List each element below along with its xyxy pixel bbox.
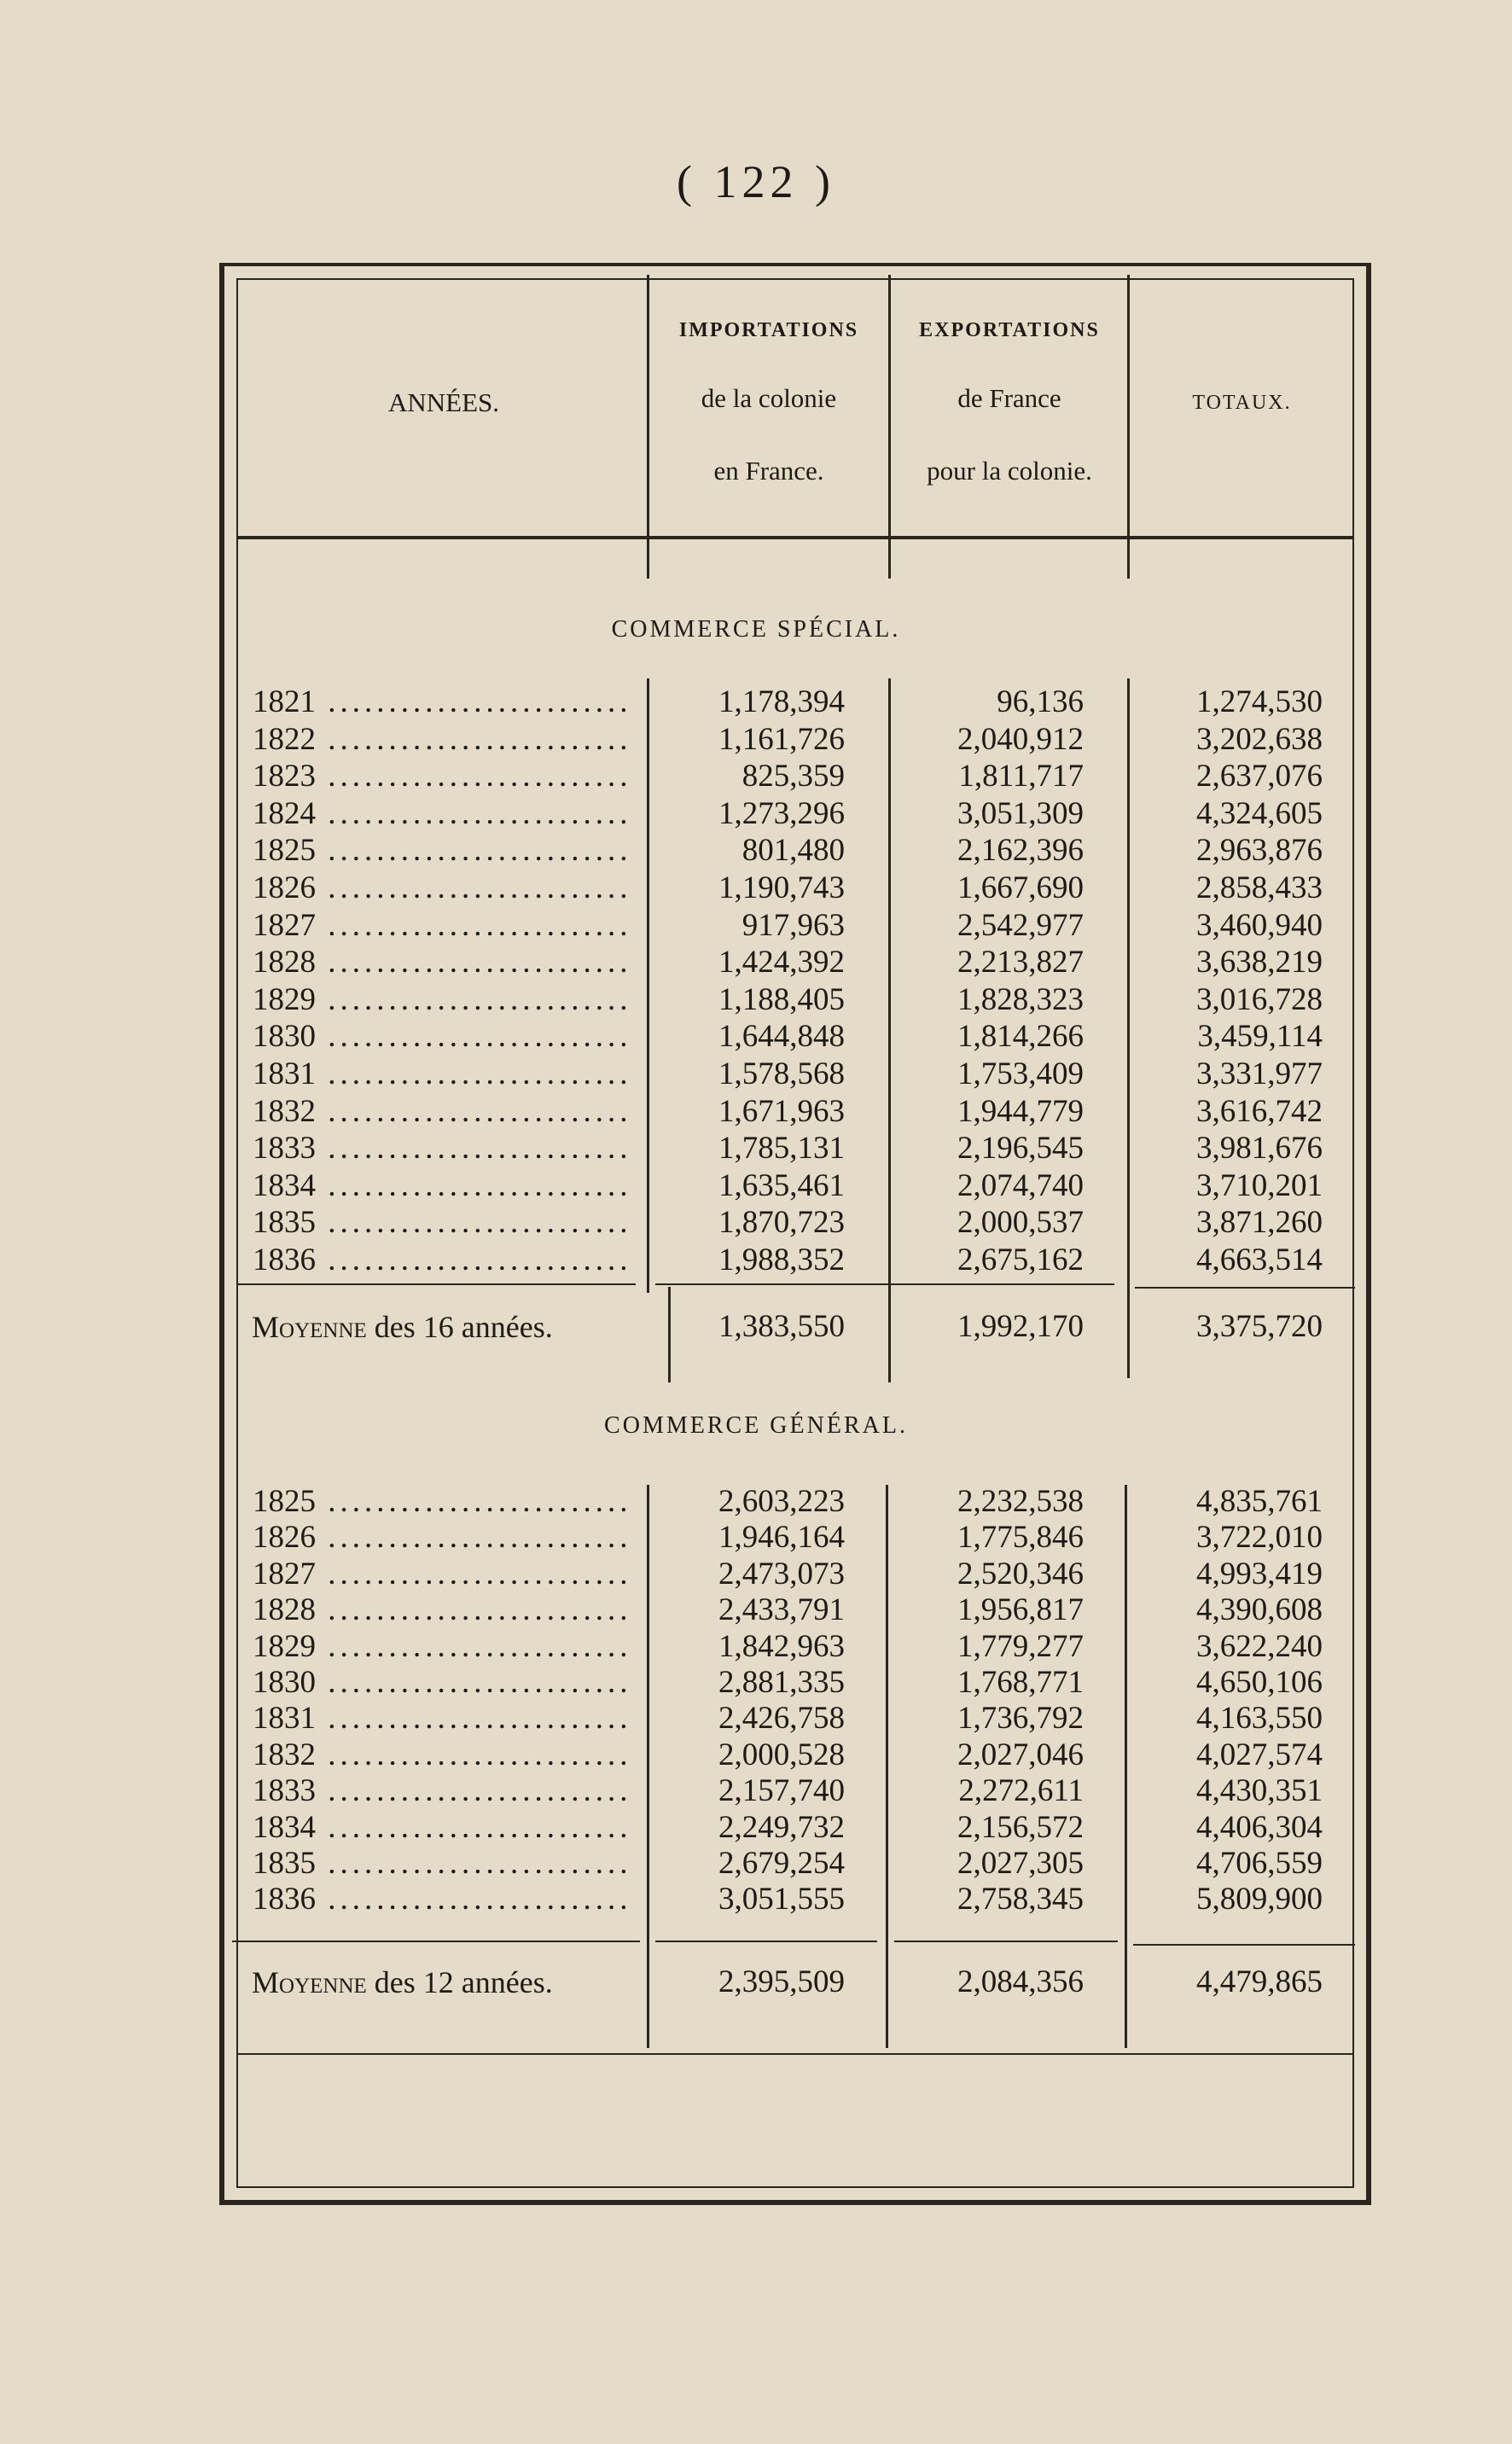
imports-cell: 1,578,568	[718, 1056, 845, 1091]
year-cell: 1834 .....	[253, 1811, 628, 1845]
header-rule	[236, 536, 1354, 539]
exports-cell: 1,814,266	[957, 1019, 1084, 1055]
exports-cell: 2,758,345	[957, 1882, 1084, 1917]
table-row	[0, 797, 1512, 831]
imports-cell: 2,249,732	[718, 1809, 845, 1845]
imports-cell: 2,881,335	[718, 1665, 845, 1700]
year-cell: 1823 .....	[253, 759, 628, 794]
year-cell: 1833 .....	[253, 1132, 628, 1166]
exports-cell: 1,779,277	[957, 1628, 1084, 1664]
exports-cell: 2,232,538	[957, 1484, 1084, 1519]
year-cell: 1821 .....	[253, 685, 628, 719]
exports-cell: 1,736,792	[957, 1701, 1084, 1737]
header-totals: TOTAUX.	[1192, 392, 1292, 414]
table-row	[0, 1593, 1512, 1627]
general-avg-rule-3	[894, 1941, 1118, 1942]
exports-cell: 1,828,323	[957, 981, 1084, 1017]
table-row	[0, 1521, 1512, 1555]
imports-cell: 2,157,740	[718, 1773, 845, 1809]
imports-cell: 2,679,254	[718, 1846, 845, 1881]
year-cell: 1828 .....	[253, 1593, 628, 1627]
header-imports-line2: de la colonie	[701, 383, 837, 413]
totals-cell: 4,650,106	[1196, 1665, 1323, 1700]
totals-cell: 3,622,240	[1196, 1628, 1323, 1664]
table-row	[0, 1882, 1512, 1917]
imports-cell: 917,963	[741, 907, 845, 943]
year-cell: 1836 .....	[253, 1882, 628, 1917]
year-cell: 1827 .....	[253, 1557, 628, 1592]
exports-cell: 2,196,545	[957, 1131, 1084, 1167]
special-average-imp: 1,383,550	[718, 1309, 845, 1344]
year-cell: 1825 .....	[253, 1485, 628, 1519]
table-row	[0, 1206, 1512, 1240]
exports-cell: 1,956,817	[957, 1592, 1084, 1628]
totals-cell: 3,722,010	[1196, 1520, 1323, 1556]
imports-cell: 1,635,461	[718, 1167, 845, 1203]
imports-cell: 1,178,394	[718, 684, 845, 719]
imports-cell: 1,785,131	[718, 1131, 845, 1167]
exports-cell: 2,027,305	[957, 1846, 1084, 1881]
table-row	[0, 1666, 1512, 1700]
totals-cell: 3,016,728	[1196, 981, 1323, 1017]
totals-cell: 4,390,608	[1196, 1592, 1323, 1628]
general-average-label-rest: des 12 années.	[374, 1965, 553, 1999]
special-avg-rule-3	[1135, 1287, 1355, 1289]
imports-cell: 2,433,791	[718, 1592, 845, 1628]
year-cell: 1832 .....	[253, 1095, 628, 1129]
special-average-row	[0, 1306, 1512, 1348]
year-cell: 1826 .....	[253, 1521, 628, 1555]
imports-cell: 2,603,223	[718, 1484, 845, 1519]
table-row	[0, 1243, 1512, 1277]
year-cell: 1828 .....	[253, 946, 628, 980]
table-row	[0, 1702, 1512, 1736]
year-cell: 1835 .....	[253, 1847, 628, 1881]
exports-cell: 2,272,611	[958, 1773, 1084, 1809]
header-years: ANNÉES.	[387, 387, 500, 417]
exports-cell: 2,074,740	[957, 1167, 1084, 1203]
table-row	[0, 1630, 1512, 1664]
general-avg-rule-2	[655, 1941, 877, 1942]
exports-cell: 2,162,396	[957, 833, 1084, 869]
totals-cell: 3,871,260	[1196, 1205, 1323, 1241]
exports-cell: 1,768,771	[957, 1665, 1084, 1700]
special-avg-rule-2	[655, 1283, 1114, 1285]
totals-cell: 3,460,940	[1196, 907, 1323, 943]
table-row	[0, 983, 1512, 1017]
header-imports-line1: IMPORTATIONS	[678, 319, 859, 341]
general-average-label	[252, 1961, 553, 2004]
imports-cell: 1,644,848	[718, 1019, 845, 1055]
table-row	[0, 1847, 1512, 1881]
exports-cell: 1,775,846	[957, 1520, 1084, 1556]
table-row	[0, 723, 1512, 757]
special-average-exp: 1,992,170	[957, 1309, 1084, 1344]
totals-cell: 3,331,977	[1196, 1056, 1323, 1091]
header-exports-line3: pour la colonie.	[927, 456, 1092, 486]
totals-cell: 4,027,574	[1196, 1737, 1323, 1772]
exports-cell: 1,667,690	[957, 870, 1084, 905]
year-cell: 1832 .....	[253, 1738, 628, 1772]
header-exports-line1: EXPORTATIONS	[919, 319, 1100, 341]
imports-cell: 1,424,392	[718, 945, 845, 981]
year-cell: 1830 .....	[253, 1020, 628, 1054]
table-row	[0, 1020, 1512, 1054]
general-average-label-caps: Moyenne	[252, 1965, 367, 1999]
imports-cell: 1,870,723	[718, 1205, 845, 1241]
imports-cell: 1,273,296	[718, 795, 845, 831]
totals-cell: 4,835,761	[1196, 1484, 1323, 1519]
general-avg-rule-1	[232, 1941, 640, 1942]
year-cell: 1829 .....	[253, 1630, 628, 1664]
exports-cell: 2,156,572	[957, 1809, 1084, 1845]
column-divider-1b	[647, 539, 649, 579]
year-cell: 1829 .....	[253, 983, 628, 1017]
year-cell: 1836 .....	[253, 1243, 628, 1277]
exports-cell: 1,944,779	[957, 1093, 1084, 1129]
special-average-label-rest: des 16 années.	[374, 1310, 553, 1344]
exports-cell: 1,753,409	[957, 1056, 1084, 1091]
year-cell: 1825 .....	[253, 834, 628, 868]
year-cell: 1834 .....	[253, 1169, 628, 1203]
exports-cell: 2,675,162	[957, 1242, 1084, 1277]
totals-cell: 3,202,638	[1196, 721, 1323, 757]
section-title-special: COMMERCE SPÉCIAL.	[611, 616, 901, 643]
totals-cell: 2,858,433	[1196, 870, 1323, 905]
section-title-general: COMMERCE GÉNÉRAL.	[604, 1412, 908, 1439]
general-average-tot: 4,479,865	[1196, 1964, 1323, 1999]
column-divider-3b	[1127, 539, 1130, 579]
imports-cell: 825,359	[741, 759, 845, 794]
totals-cell: 5,809,900	[1196, 1882, 1323, 1917]
totals-cell: 3,981,676	[1196, 1131, 1323, 1167]
imports-cell: 1,671,963	[718, 1093, 845, 1129]
table-row	[0, 1557, 1512, 1592]
year-cell: 1824 .....	[253, 797, 628, 831]
year-cell: 1831 .....	[253, 1057, 628, 1091]
table-row	[0, 1738, 1512, 1772]
exports-cell: 2,000,537	[957, 1205, 1084, 1241]
imports-cell: 1,946,164	[718, 1520, 845, 1556]
year-cell: 1827 .....	[253, 909, 628, 943]
totals-cell: 2,963,876	[1196, 833, 1323, 869]
imports-cell: 2,000,528	[718, 1737, 845, 1772]
general-average-exp: 2,084,356	[957, 1964, 1084, 1999]
year-cell: 1822 .....	[253, 723, 628, 757]
table-row	[0, 909, 1512, 943]
header-imports-line3: en France.	[713, 456, 824, 486]
general-avg-rule-4	[1133, 1944, 1355, 1946]
table-row	[0, 1169, 1512, 1203]
special-avg-rule-1	[236, 1283, 636, 1285]
imports-cell: 1,188,405	[718, 981, 845, 1017]
imports-cell: 1,161,726	[718, 721, 845, 757]
column-divider-2b	[888, 539, 891, 579]
totals-cell: 4,993,419	[1196, 1556, 1323, 1592]
imports-cell: 1,842,963	[718, 1628, 845, 1664]
totals-cell: 3,638,219	[1196, 945, 1323, 981]
special-average-label-caps: Moyenne	[252, 1310, 367, 1344]
year-cell: 1826 .....	[253, 871, 628, 905]
special-average-label	[252, 1306, 553, 1348]
general-average-imp: 2,395,509	[718, 1964, 845, 1999]
imports-cell: 3,051,555	[718, 1882, 845, 1917]
imports-cell: 2,426,758	[718, 1701, 845, 1737]
table-row	[0, 759, 1512, 794]
exports-cell: 2,027,046	[957, 1737, 1084, 1772]
year-cell: 1830 .....	[253, 1666, 628, 1700]
totals-cell: 3,710,201	[1196, 1167, 1323, 1203]
table-row	[0, 946, 1512, 980]
table-row	[0, 1057, 1512, 1091]
totals-cell: 4,663,514	[1196, 1242, 1323, 1277]
page-number: ( 122 )	[677, 156, 835, 207]
totals-cell: 2,637,076	[1196, 759, 1323, 794]
header-exports-line2: de France	[957, 383, 1061, 413]
totals-cell: 3,459,114	[1197, 1019, 1323, 1055]
totals-cell: 4,163,550	[1196, 1701, 1323, 1737]
bottom-rule	[236, 2053, 1354, 2055]
exports-cell: 2,213,827	[957, 945, 1084, 981]
exports-cell: 2,542,977	[957, 907, 1084, 943]
imports-cell: 801,480	[741, 833, 845, 869]
exports-cell: 2,520,346	[957, 1556, 1084, 1592]
general-average-row	[0, 1961, 1512, 2004]
totals-cell: 4,324,605	[1196, 795, 1323, 831]
totals-cell: 3,616,742	[1196, 1093, 1323, 1129]
totals-cell: 4,706,559	[1196, 1846, 1323, 1881]
table-row	[0, 871, 1512, 905]
table-row	[0, 685, 1512, 719]
table-row	[0, 1485, 1512, 1519]
table-row	[0, 1132, 1512, 1166]
imports-cell: 2,473,073	[718, 1556, 845, 1592]
exports-cell: 2,040,912	[957, 721, 1084, 757]
special-average-tot: 3,375,720	[1196, 1309, 1323, 1344]
table-row	[0, 1811, 1512, 1845]
exports-cell: 3,051,309	[957, 795, 1084, 831]
table-row	[0, 1774, 1512, 1808]
exports-cell: 96,136	[997, 684, 1084, 719]
totals-cell: 4,406,304	[1196, 1809, 1323, 1845]
table-row	[0, 1095, 1512, 1129]
year-cell: 1831 .....	[253, 1702, 628, 1736]
year-cell: 1833 .....	[253, 1774, 628, 1808]
imports-cell: 1,190,743	[718, 870, 845, 905]
table-row	[0, 834, 1512, 868]
exports-cell: 1,811,717	[958, 759, 1084, 794]
totals-cell: 4,430,351	[1196, 1773, 1323, 1809]
year-cell: 1835 .....	[253, 1206, 628, 1240]
totals-cell: 1,274,530	[1196, 684, 1323, 719]
imports-cell: 1,988,352	[718, 1242, 845, 1277]
